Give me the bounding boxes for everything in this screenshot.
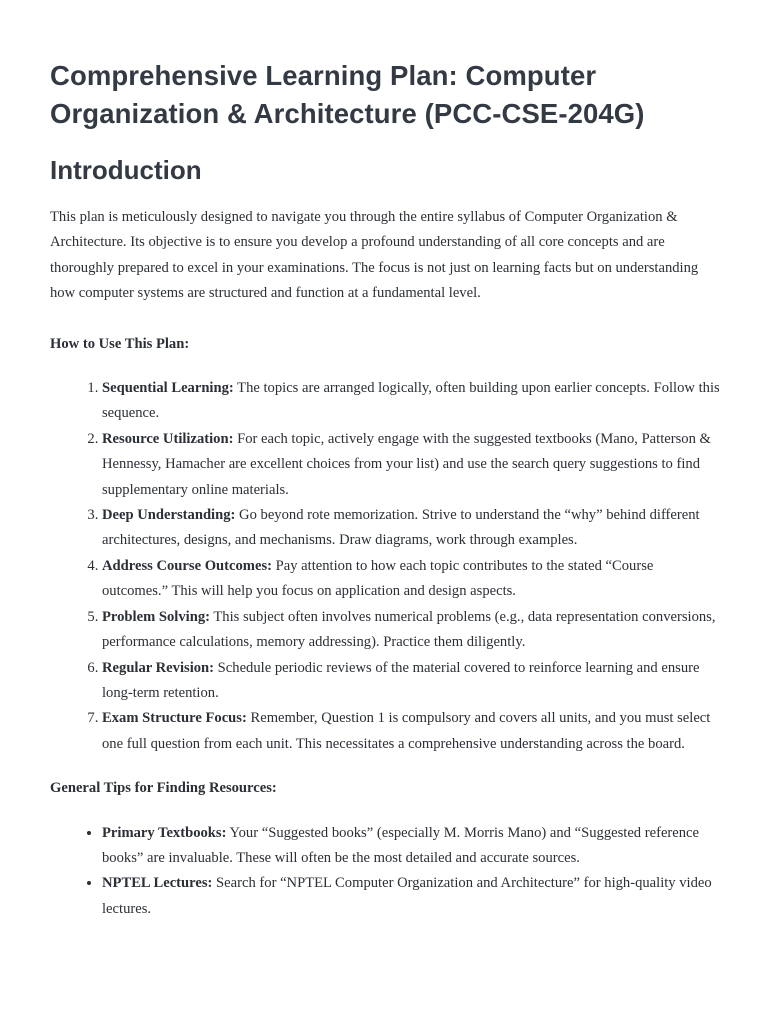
list-item — [102, 871, 720, 922]
list-item-term: Exam Structure Focus: — [102, 710, 247, 727]
list-item — [102, 821, 720, 872]
list-item — [102, 656, 720, 707]
list-item — [102, 503, 720, 554]
list-item-term: Deep Understanding: — [102, 507, 236, 524]
list-item-term: Resource Utilization: — [102, 430, 234, 447]
list-item — [102, 706, 720, 757]
list-item-text: Search for “NPTEL Computer Organization and Architecture” for high-quality video lectures. — [102, 875, 712, 917]
how-to-use-heading: How to Use This Plan: — [50, 335, 190, 352]
list-item-text: The topics are arranged logically, often building upon earlier concepts. Follow this sequence. — [102, 380, 720, 422]
list-item-term: NPTEL Lectures: — [102, 875, 213, 892]
list-item-text: This subject often involves numerical problems (e.g., data representation conversions, performance calculations, memory addressing). Practice them diligently. — [102, 608, 716, 651]
list-item-text: Pay attention to how each topic contributes to the stated “Course outcomes.” This will help you focus on application and design aspects. — [102, 557, 654, 600]
intro-heading: Introduction — [50, 155, 202, 185]
tips-list — [50, 821, 720, 923]
list-item-text: Your “Suggested books” (especially M. Morris Mano) and “Suggested reference books” are invaluable. These will often be the most detailed and accurate sources. — [102, 824, 700, 866]
document-page — [50, 57, 720, 922]
list-item-term: Sequential Learning: — [102, 380, 234, 397]
list-item-term: Problem Solving: — [102, 608, 210, 625]
list-item — [102, 376, 720, 427]
intro-paragraph: This plan is meticulously designed to navigate you through the entire syllabus of Computer Organization & Architecture. Its objective is to ensure you develop a profound understanding of all core concepts and are thoroughly prepared to excel in your examinations. The focus is not just on learning facts but on understanding how computer systems are structured and function at a fundamental level. — [50, 209, 699, 302]
list-item — [102, 427, 720, 503]
list-item-term: Regular Revision: — [102, 659, 215, 676]
list-item — [102, 605, 720, 656]
document-title: Comprehensive Learning Plan: Computer Organization & Architecture (PCC-CSE-204G) — [50, 60, 645, 129]
list-item-text: For each topic, actively engage with the suggested textbooks (Mano, Patterson & Hennessy, Hamacher are excellent choices from your list) and use the search query suggestions to find supplementary online materials. — [102, 430, 711, 498]
list-item — [102, 554, 720, 605]
list-item-text: Schedule periodic reviews of the material covered to reinforce learning and ensure long-term retention. — [102, 659, 700, 701]
list-item-term: Primary Textbooks: — [102, 824, 227, 841]
list-item-term: Address Course Outcomes: — [102, 557, 272, 574]
list-item-text: Remember, Question 1 is compulsory and covers all units, and you must select one full question from each unit. This necessitates a comprehensive understanding across the board. — [102, 710, 711, 752]
tips-heading: General Tips for Finding Resources: — [50, 780, 277, 797]
how-to-use-list — [50, 376, 720, 757]
list-item-text: Go beyond rote memorization. Strive to understand the “why” behind different architectures, designs, and mechanisms. Draw diagrams, work through examples. — [102, 507, 700, 549]
